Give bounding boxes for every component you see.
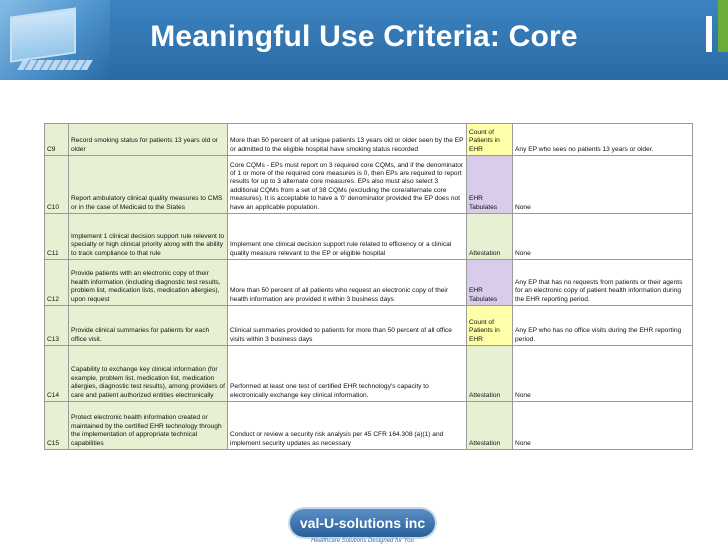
measure-type-cell: EHR Tabulates [467, 260, 513, 306]
criterion-cell: Provide clinical summaries for patients for each office visit. [69, 306, 228, 346]
page-title: Meaningful Use Criteria: Core [150, 20, 578, 53]
exclusion-cell: Any EP who has no office visits during the EHR reporting period. [513, 306, 693, 346]
criterion-cell: Protect electronic health information created or maintained by the certified EHR technology through the implementation of appropriate technical capabilities [69, 402, 228, 450]
measure-cell: Implement one clinical decision support rule related to efficiency or a clinical quality measure relevant to the EP or eligible hospital [228, 214, 467, 260]
criterion-cell: Report ambulatory clinical quality measures to CMS or in the case of Medicaid to the States [69, 156, 228, 214]
criterion-cell: Capability to exchange key clinical information (for example, problem list, medication list, medication allergies, diagnostic test results), among providers of care and patient authorized entities electronically [69, 346, 228, 402]
accent-bar-green [718, 0, 728, 52]
exclusion-cell: Any EP that has no requests from patients or their agents for an electronic copy of patient health information during the EHR reporting period. [513, 260, 693, 306]
measure-type-cell: Attestation [467, 346, 513, 402]
criterion-cell: Record smoking status for patients 13 years old or older [69, 124, 228, 156]
exclusion-cell: None [513, 156, 693, 214]
logo-text: val-U-solutions inc [299, 515, 426, 531]
criterion-cell: Implement 1 clinical decision support rule relevent to specialty or high clinical priority along with the ability to track compliance to that rule [69, 214, 228, 260]
row-id: C14 [45, 346, 69, 402]
criteria-table [44, 123, 693, 450]
table-row [45, 260, 693, 306]
title-banner [0, 0, 728, 80]
exclusion-cell: None [513, 346, 693, 402]
row-id: C9 [45, 124, 69, 156]
accent-bar-white [706, 16, 712, 52]
measure-type-cell: Attestation [467, 214, 513, 260]
row-id: C11 [45, 214, 69, 260]
measure-type-cell: EHR Tabulates [467, 156, 513, 214]
table-row [45, 124, 693, 156]
measure-cell: More than 50 percent of all patients who request an electronic copy of their health information are provided it within 3 business days [228, 260, 467, 306]
row-id: C15 [45, 402, 69, 450]
table-row [45, 346, 693, 402]
table-row [45, 306, 693, 346]
measure-type-cell: Attestation [467, 402, 513, 450]
measure-cell: Conduct or review a security risk analysis per 45 CFR 164.308 (a)(1) and implement security updates as necessary [228, 402, 467, 450]
measure-cell: Core CQMs - EPs must report on 3 required core CQMs, and if the denominator of 1 or more of the required core measures is 0, then EPs are required to report results for up to 3 alternate core measures. EPs also must also select 3 additional CQMs from a set of 38 CQMs (excluding the core/alternate core measures). It is acceptable to have a '0' denominator provided the EP does not have an applicable population. [228, 156, 467, 214]
criteria-table-wrapper [44, 123, 692, 450]
logo-tagline: Healthcare Solutions Designed for You [311, 538, 414, 544]
exclusion-cell: Any EP who sees no patients 13 years or older. [513, 124, 693, 156]
row-id: C13 [45, 306, 69, 346]
table-row [45, 214, 693, 260]
criterion-cell: Provide patients with an electronic copy of their health information (including diagnostic test results, problem list, medication lists, medication allergies), upon request [69, 260, 228, 306]
table-row [45, 402, 693, 450]
measure-cell: Clinical summaries provided to patients for more than 50 percent of all office visits within 3 business days [228, 306, 467, 346]
row-id: C12 [45, 260, 69, 306]
exclusion-cell: None [513, 214, 693, 260]
measure-cell: More than 50 percent of all unique patients 13 years old or older seen by the EP or admitted to the eligible hospital have smoking status recorded [228, 124, 467, 156]
exclusion-cell: None [513, 402, 693, 450]
measure-type-cell: Count of Patients in EHR [467, 306, 513, 346]
keyboard-icon [17, 60, 93, 70]
row-id: C10 [45, 156, 69, 214]
table-row [45, 156, 693, 214]
company-logo [290, 509, 435, 537]
measure-cell: Performed at least one test of certified EHR technology's capacity to electronically exchange key clinical information. [228, 346, 467, 402]
measure-type-cell: Count of Patients in EHR [467, 124, 513, 156]
